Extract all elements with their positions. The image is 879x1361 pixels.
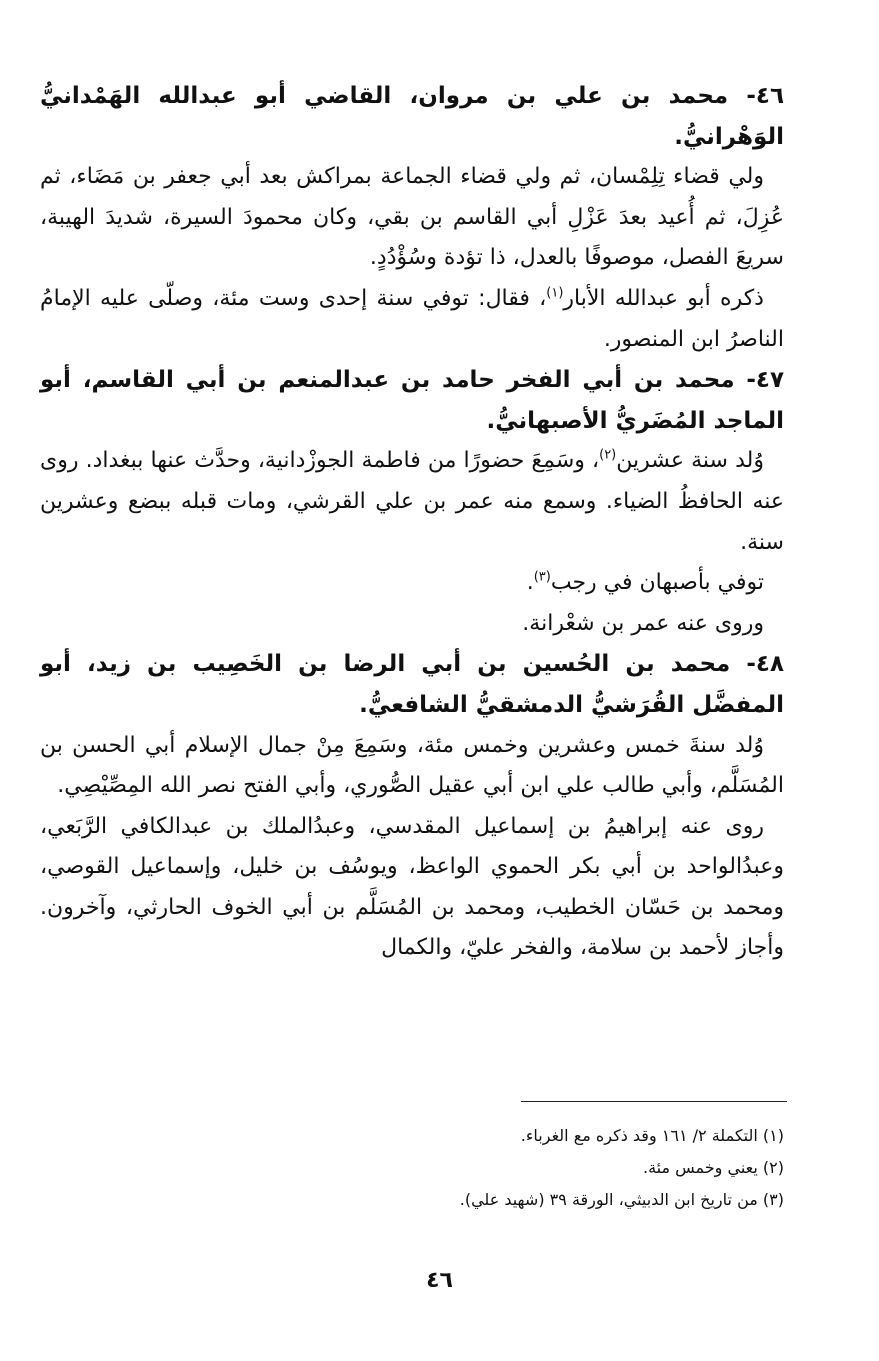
entry-48-paragraph-1: وُلد سنةَ خمس وعشرين وخمس مئة، وسَمِعَ مِنْ جمال الإسلام أبي الحسن بن المُسَلَّم، وأبي طالب علي ابن أبي عقيل الصُّوري، وأبي الفتح نصر الله المِصِّيْصِي.: [40, 732, 784, 799]
footnote-ref-1: (١): [546, 285, 564, 301]
entry-47-paragraph-3: وروى عنه عمر بن شعْرانة.: [522, 610, 764, 636]
entry-47-p1-text: وُلد سنة عشرين: [616, 448, 764, 474]
entry-46-heading: ٤٦- محمد بن علي بن مروان، القاضي أبو عبدالله الهَمْدانيُّ الوَهْرانيُّ.: [40, 83, 784, 150]
entry-47-paragraph-1: [40, 441, 784, 563]
footnote-divider: [521, 1101, 787, 1102]
entry-47-p2-text-cont: .: [526, 570, 534, 596]
entry-47-p1-text-cont: ، وسَمِعَ حضورًا من فاطمة الجوزْدانية، وحدَّث عنها ببغداد. روى عنه الحافظُ الضياء. وسمع منه عمر بن علي القرشي، ومات قبله ببضع وعشرين سنة.: [40, 448, 784, 555]
footnote-2: (٢) يعني وخمس مئة.: [642, 1158, 784, 1177]
entry-47-paragraph-2: [40, 563, 784, 604]
main-text: [40, 76, 784, 969]
entry-46-p2-text-cont: ، فقال: توفي سنة إحدى وست مئة، وصلّى عليه الإمامُ الناصرُ ابن المنصور.: [40, 285, 784, 352]
footnote-ref-3: (٣): [533, 569, 551, 585]
entry-47-p2-text: توفي بأصبهان في رجب: [550, 570, 764, 596]
entry-46-p2-text: ذكره أبو عبدالله الأبار: [563, 285, 764, 311]
entry-48-paragraph-2: روى عنه إبراهيمُ بن إسماعيل المقدسي، وعبدُالملك بن عبدالكافي الرَّبَعي، وعبدُالواحد بن أبي بكر الحموي الواعظ، ويوسُف بن خليل، وإسماعيل القوصي، ومحمد بن حَسّان الخطيب، ومحمد بن المُسَلَّم بن أبي الخوف الحارثي، وآخرون. وأجاز لأحمد بن سلامة، والفخر عليّ، والكمال: [40, 813, 784, 961]
footnote-3: (٣) من تاريخ ابن الدبيثي، الورقة ٣٩ (شهيد علي).: [459, 1190, 784, 1209]
entry-47-heading: ٤٧- محمد بن أبي الفخر حامد بن عبدالمنعم بن أبي القاسم، أبو الماجد المُضَريُّ الأصبهانيُّ.: [40, 367, 784, 434]
page-number: ٤٦: [426, 1268, 453, 1293]
footnote-1: (١) التكملة ٢/ ١٦١ وقد ذكره مع الغرباء.: [520, 1126, 784, 1145]
entry-46-paragraph-2: [40, 279, 784, 360]
footnote-ref-2: (٢): [599, 448, 617, 464]
entry-46-paragraph-1: ولي قضاء تِلِمْسان، ثم ولي قضاء الجماعة بمراكش بعد أبي جعفر بن مَضَاء، ثم عُزِلَ، ثم أُعيد بعدَ عَزْلِ أبي القاسم بن بقي، وكان محمودَ السيرة، شديدَ الهيبة، سريعَ الفصل، موصوفًا بالعدل، ذا تؤدة وسُؤْدُدٍ.: [40, 164, 784, 271]
entry-48-heading: ٤٨- محمد بن الحُسين بن أبي الرضا بن الخَصِيب بن زيد، أبو المفضَّل القُرَشيُّ الدمشقيُّ الشافعيُّ.: [40, 651, 784, 718]
footnotes: [300, 1120, 784, 1216]
